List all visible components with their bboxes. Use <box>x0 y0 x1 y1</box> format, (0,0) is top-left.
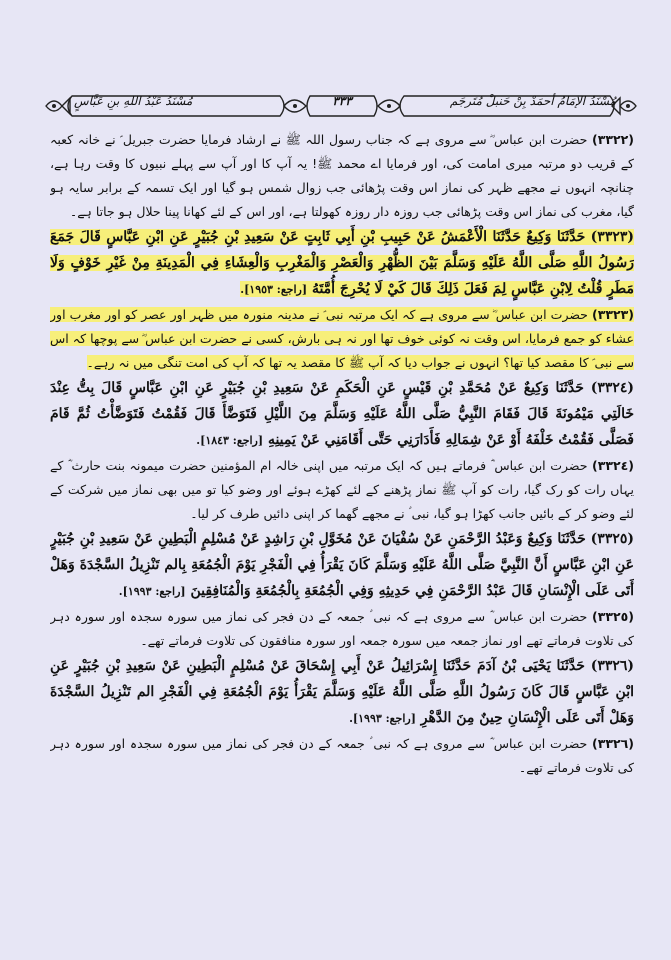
cross-reference: [راجع: ١٨٤٣]. <box>196 434 264 447</box>
page-number: ٣٣٣ <box>332 94 352 108</box>
paragraph-text: حضرت ابن عباس ؓ سے مروی ہے کہ نبی ؑ جمعہ کے دن فجر کی نماز میں سورہ سجدہ اور سورہ دہر کی تلاوت فرماتے تھے۔ <box>50 736 634 775</box>
paragraph-text: حَدَّثَنَا وَكِيعٌ وَعَبْدُ الرَّحْمَنِ عَنْ سُفْيَانَ عَنْ مُخَوَّلِ بْنِ رَاشِدٍ عَنْ مُسْلِمٍ الْبَطِينِ عَنْ سَعِيدِ بْنِ جُبَيْرٍ عَنِ ابْنِ عَبَّاسٍ أَنَّ النَّبِيَّ صَلَّى اللَّهُ عَلَيْهِ وَسَلَّمَ كَانَ يَقْرَأُ فِي الْفَجْرِ يَوْمَ الْجُمُعَةِ بِالم تَنْزِيلُ السَّجْدَةَ وَهَلْ أَتَى عَلَى الْإِنْسَانِ قَالَ عَبْدُ الرَّحْمَنِ فِي حَدِيثِهِ وَفِي الْجُمُعَةِ بِالْجُمُعَةِ وَالْمُنَافِقِينَ <box>50 531 634 599</box>
hadith-number: (٣٣٢٦) <box>590 658 634 674</box>
hadith-urdu-translation <box>50 128 634 224</box>
paragraph-text: حَدَّثَنَا وَكِيعٌ عَنْ مُحَمَّدِ بْنِ قَيْسٍ عَنِ الْحَكَمِ عَنْ سَعِيدِ بْنِ جُبَيْرٍ عَنِ ابْنِ عَبَّاسٍ قَالَ بِتُّ عِنْدَ خَالَتِي مَيْمُونَةَ قَالَ فَقَامَ النَّبِيُّ صَلَّى اللَّهُ عَلَيْهِ وَسَلَّمَ مِنَ اللَّيْلِ فَتَوَضَّأَ قَالَ فَقُمْتُ فَتَوَضَّأْتُ ثُمَّ قَامَ فَصَلَّى فَقُمْتُ خَلْفَهُ أَوْ عَنْ شِمَالِهِ فَأَدَارَنِي حَتَّى أَقَامَنِي عَنْ يَمِينِهِ <box>50 380 634 448</box>
hadith-number: (٣٣٢٢) <box>592 132 634 147</box>
paragraph-body <box>50 380 634 448</box>
hadith-number: (٣٣٢٥) <box>592 609 634 624</box>
paragraph-body <box>50 458 634 521</box>
paragraph-body <box>50 736 634 775</box>
hadith-urdu-translation <box>50 732 634 780</box>
hadith-arabic-text <box>50 526 634 605</box>
hadith-urdu-translation <box>50 303 634 375</box>
paragraph-body <box>50 531 634 599</box>
hadith-arabic-text <box>50 224 634 303</box>
hadith-number: (٣٣٢٤) <box>592 458 634 473</box>
hadith-number: (٣٣٢٥) <box>590 531 634 547</box>
paragraph-body <box>50 658 634 726</box>
paragraph-text: حَدَّثَنَا وَكِيعٌ حَدَّثَنَا الْأَعْمَشُ عَنْ حَبِيبِ بْنِ أَبِي ثَابِتٍ عَنْ سَعِيدِ بْنِ جُبَيْرٍ عَنِ ابْنِ عَبَّاسٍ قَالَ جَمَعَ رَسُولُ اللَّهِ صَلَّى اللَّهُ عَلَيْهِ وَسَلَّمَ بَيْنَ الظُّهْرِ وَالْعَصْرِ وَالْمَغْرِبِ وَالْعِشَاءِ فِي الْمَدِينَةِ مِنْ غَيْرِ خَوْفٍ وَلَا مَطَرٍ قُلْتُ لِابْنِ عَبَّاسٍ لِمَ فَعَلَ ذَلِكَ قَالَ كَيْ لَا يُحْرِجَ أُمَّتَهُ <box>50 229 634 297</box>
hadith-number: (٣٣٢٦) <box>592 736 634 751</box>
paragraph-text: حَدَّثَنَا يَحْيَى بْنُ آدَمَ حَدَّثَنَا إِسْرَائِيلُ عَنْ أَبِي إِسْحَاقَ عَنْ مُسْلِمٍ الْبَطِينِ عَنْ سَعِيدِ بْنِ جُبَيْرٍ عَنِ ابْنِ عَبَّاسٍ قَالَ كَانَ رَسُولُ اللَّهِ صَلَّى اللَّهُ عَلَيْهِ وَسَلَّمَ يَقْرَأُ يَوْمَ الْجُمُعَةِ فِي الْفَجْرِ الم تَنْزِيلُ السَّجْدَةَ وَهَلْ أَتَى عَلَى الْإِنْسَانِ حِينٌ مِنَ الدَّهْرِ <box>50 658 634 726</box>
paragraph-text: حضرت ابن عباس ؓ سے مروی ہے کہ نبی ؑ جمعہ کے دن فجر کی نماز میں سورہ سجدہ اور سورہ دہر کی تلاوت فرماتے تھے اور نماز جمعہ میں سورہ جمعہ اور سورہ منافقون کی تلاوت فرماتے تھے۔ <box>50 609 634 648</box>
paragraph-text: حضرت ابن عباس ؓ سے مروی ہے کہ جناب رسول اللہ ﷺ نے ارشاد فرمایا حضرت جبریل ؑ نے خانہ کعبہ کے قریب دو مرتبہ میری امامت کی، اور فرمایا اے محمد ﷺ! یہ آپ کا اور آپ سے پہلے نبیوں کا وقت رہا ہے، چنانچہ انہوں نے مجھے ظہر کی نماز اس وقت پڑھائی جب زوال شمس ہو گیا اور ایک تسمہ کے برابر سایہ ہو گیا، مغرب کی نماز اس وقت پڑھائی جب روزہ دار روزہ کھولتا ہے، اور اس کے لئے کھانا پینا حلال ہو جاتا ہے۔ <box>50 132 634 219</box>
hadith-number: (٣٣٢٤) <box>590 380 634 396</box>
header-book-title: مُسْنَدُ الإمَامُ أحمَدْ بِنْ حَنبلْ مُتَرجَم <box>449 94 616 108</box>
paragraph-text: حضرت ابن عباس ؓ سے مروی ہے کہ ایک مرتبہ نبی ؑ نے مدینہ منورہ میں ظہر اور عصر کو اور مغرب اور عشاء کو جمع فرمایا، اس وقت نہ کوئی خوف تھا اور نہ ہی بارش، کسی نے حضرت ابن عباس ؓ سے پوچھا کہ اس سے نبی ؑ کا مقصد کیا تھا؟ انہوں نے جواب دیا کہ آپ ﷺ کا مقصد یہ تھا کہ آپ کی امت تنگی میں نہ رہے۔ <box>50 307 634 370</box>
cross-reference: [راجع: ١٩٥٣]. <box>240 283 308 296</box>
hadith-arabic-text <box>50 375 634 454</box>
hadith-arabic-text <box>50 653 634 732</box>
header-section-title: مُسْنَدُ عَبْدُ اللهِ بنِ عَبَّاسٍ <box>74 94 193 108</box>
hadith-urdu-translation <box>50 454 634 526</box>
hadith-number: (٣٣٢٣) <box>590 229 634 245</box>
paragraph-body <box>50 132 634 219</box>
paragraph-body <box>50 229 634 297</box>
paragraph-body <box>50 609 634 648</box>
page-content <box>50 128 634 780</box>
hadith-urdu-translation <box>50 605 634 653</box>
paragraph-text: حضرت ابن عباس ؓ فرماتے ہیں کہ ایک مرتبہ میں اپنی خالہ ام المؤمنین حضرت میمونہ بنت حارث ؓ کے یہاں رات کو رک گیا، رات کو آپ ﷺ نماز پڑھنے کے لئے کھڑے ہوئے اور وضو کیا تو میں بھی نماز میں شرکت کے لئے وضو کر کے بائیں جانب کھڑا ہو گیا، نبی ؑ نے مجھے گھما کر اپنی دائیں طرف کر لیا۔ <box>50 458 634 521</box>
page-header <box>44 92 638 120</box>
cross-reference: [راجع: ١٩٩٣]. <box>349 712 416 725</box>
hadith-number: (٣٣٢٣) <box>592 307 634 322</box>
paragraph-body <box>50 307 634 370</box>
cross-reference: [راجع: ١٩٩٣]. <box>118 585 186 598</box>
